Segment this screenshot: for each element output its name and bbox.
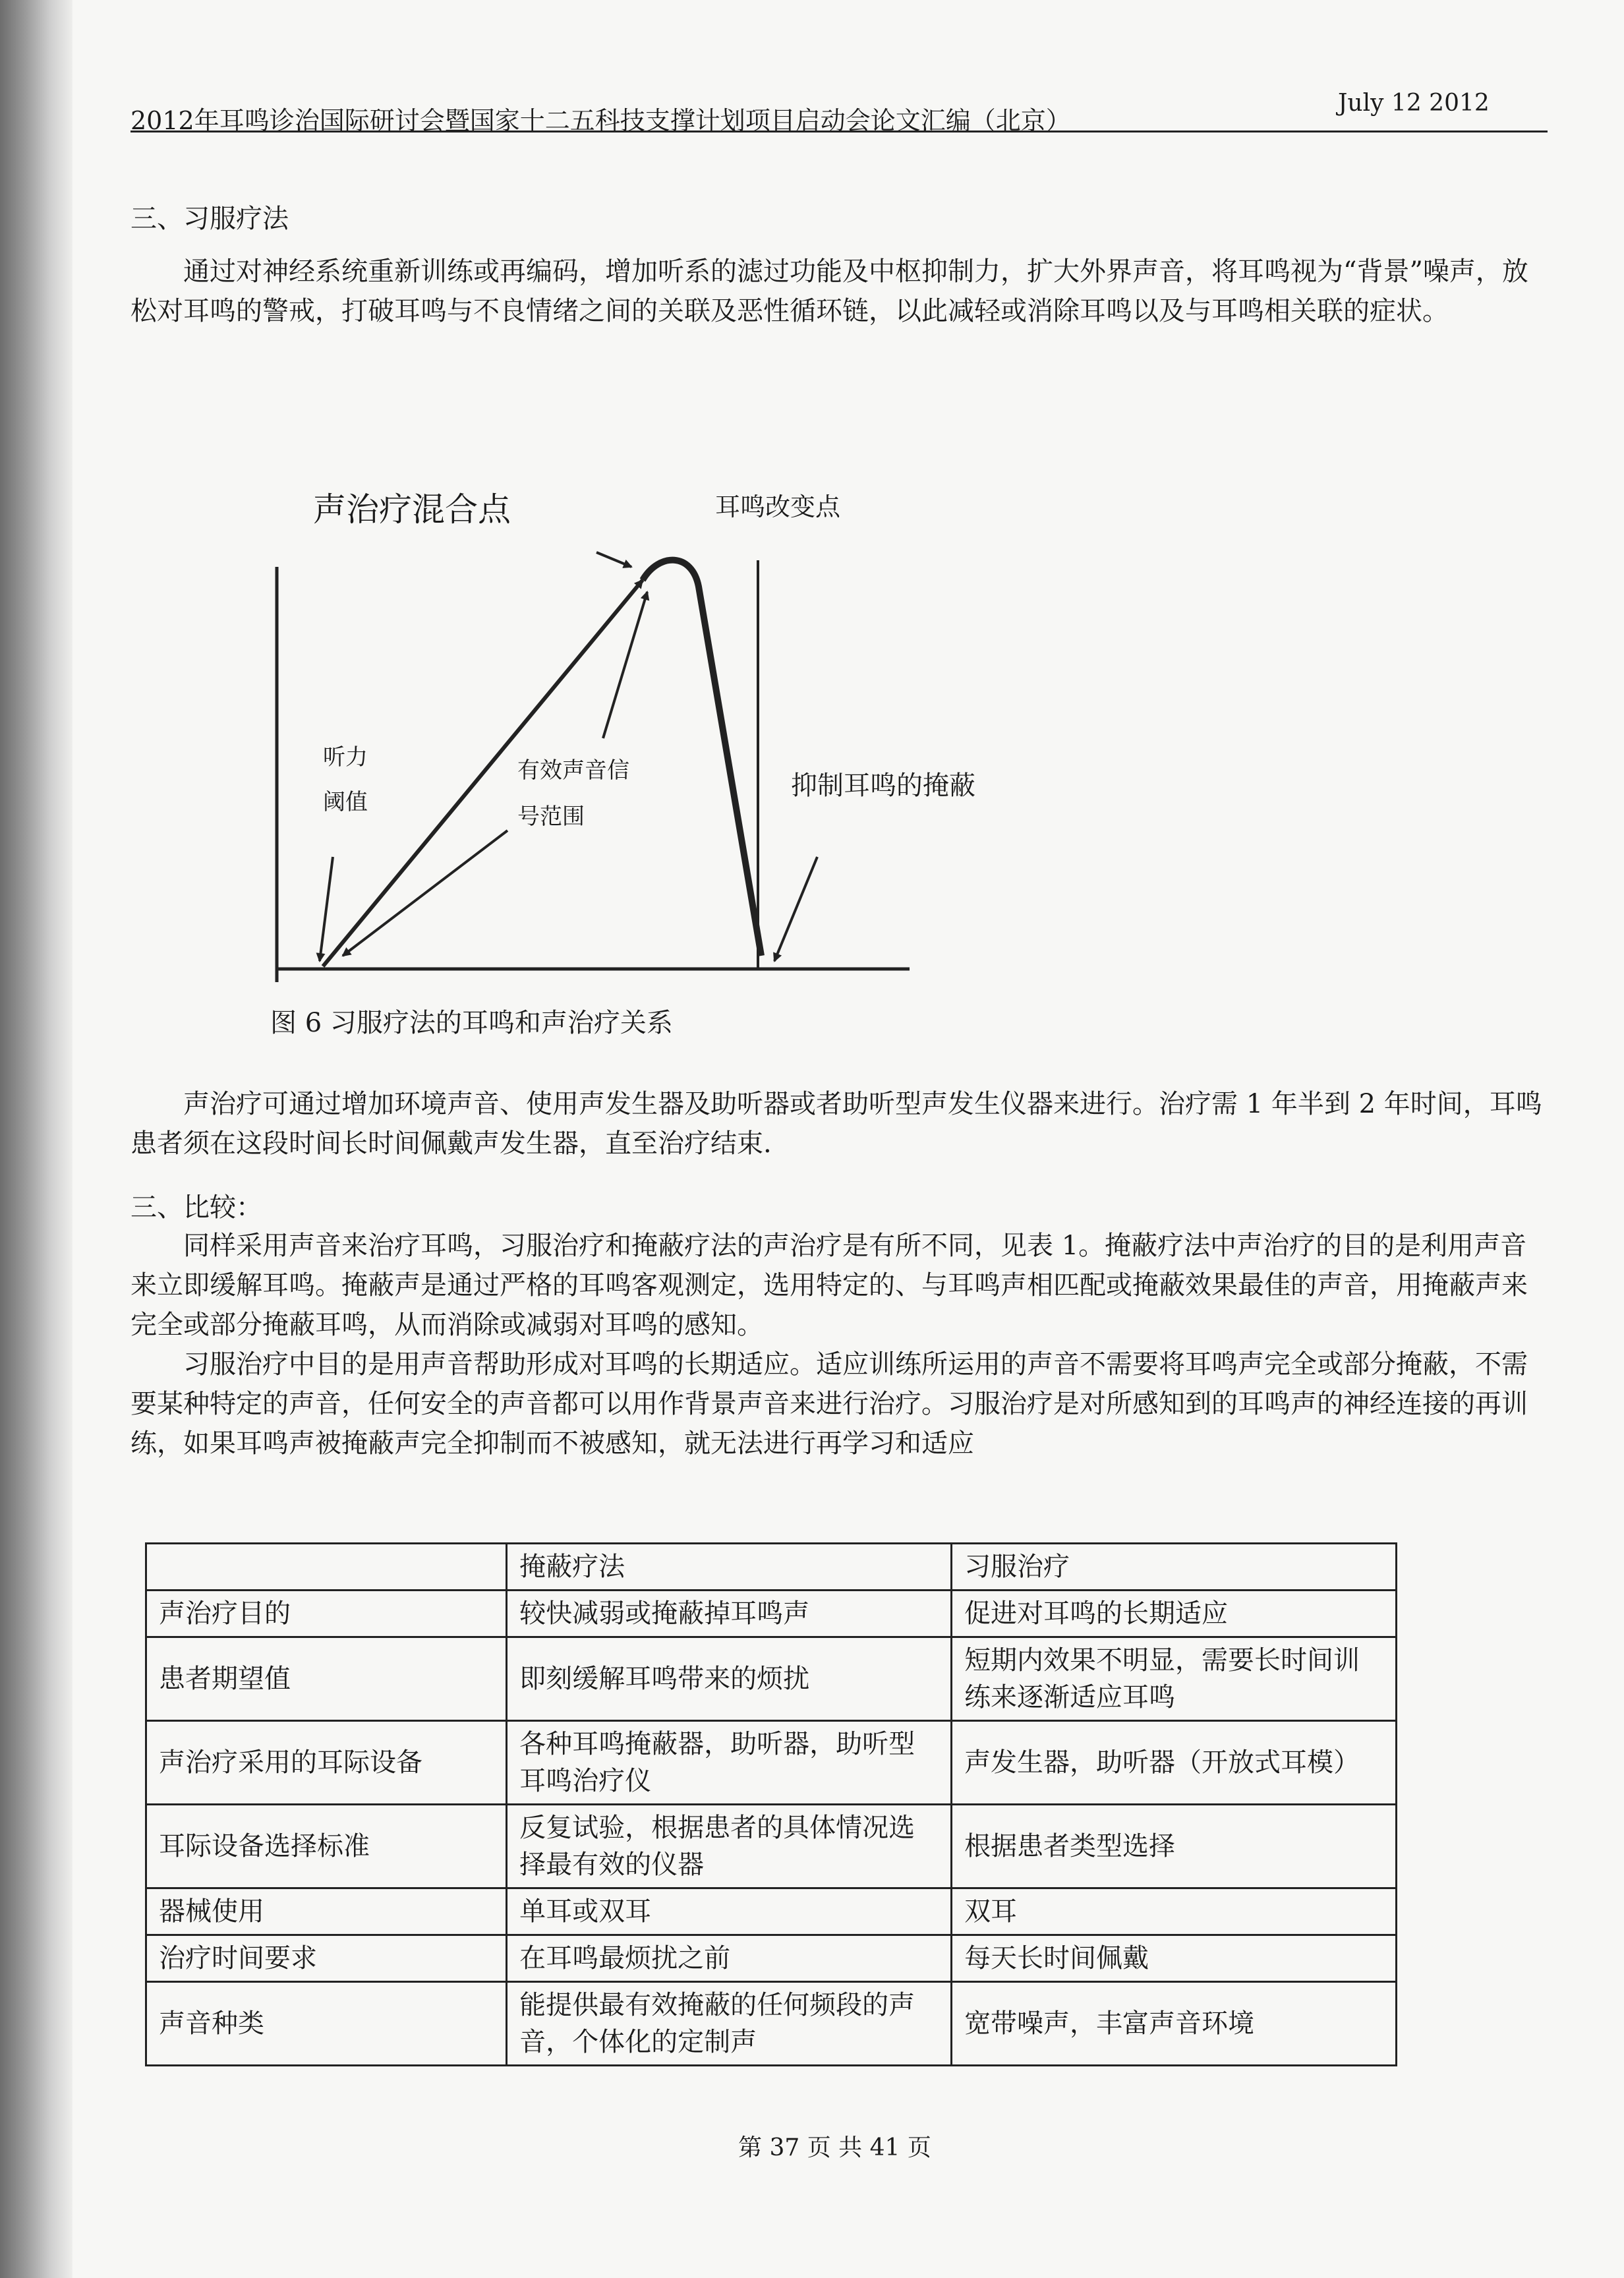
- comparison-paragraph-2: 习服治疗中目的是用声音帮助形成对耳鸣的长期适应。适应训练所运用的声音不需要将耳鸣声完全或部分掩蔽，不需要某种特定的声音，任何安全的声音都可以用作背景声音来进行治疗。习服治疗是对所感知到的耳鸣声的神经连接的再训练，如果耳鸣声被掩蔽声完全抑制而不被感知，就无法进行再学习和适应: [130, 1349, 1528, 1459]
- table-cell: 每天长时间佩戴: [952, 1935, 1397, 1982]
- table-cell: 根据患者类型选择: [952, 1805, 1397, 1888]
- table-cell: 声治疗采用的耳际设备: [146, 1721, 507, 1805]
- table-cell: 治疗时间要求: [146, 1935, 507, 1982]
- table-cell: 双耳: [952, 1888, 1397, 1935]
- effective-range-arrow: [603, 592, 647, 738]
- change-point-arrow: [596, 552, 631, 567]
- comparison-table: [145, 1542, 1397, 2066]
- table-cell: 耳际设备选择标准: [146, 1805, 507, 1888]
- label-threshold-1: 听力: [323, 744, 368, 771]
- threshold-arrow: [320, 857, 333, 961]
- table-cell: 器械使用: [146, 1888, 507, 1935]
- label-threshold-2: 阈值: [323, 789, 368, 815]
- section-heading-comparison: 三、比较：: [130, 1192, 262, 1223]
- label-range-2: 号范围: [517, 803, 585, 830]
- sound-therapy-paragraph: 声治疗可通过增加环境声音、使用声发生器及助听器或者助听型声发生仪器来进行。治疗需 1 年半到 2 年时间，耳鸣患者须在这段时间长时间佩戴声发生器，直至治疗结束.: [130, 1089, 1542, 1159]
- table-row: [146, 1805, 1397, 1888]
- figure-6-diagram: [178, 475, 1074, 1002]
- label-masking: 抑制耳鸣的掩蔽: [791, 771, 975, 801]
- range-to-origin-arrow: [343, 831, 508, 956]
- table-cell: 声治疗目的: [146, 1591, 507, 1637]
- table-cell: 在耳鸣最烦扰之前: [507, 1935, 952, 1982]
- table-cell: 能提供最有效掩蔽的任何频段的声音，个体化的定制声: [507, 1982, 952, 2066]
- figure-title: 声治疗混合点: [313, 490, 511, 529]
- comparison-paragraph-1: 同样采用声音来治疗耳鸣，习服治疗和掩蔽疗法的声治疗是有所不同，见表 1。掩蔽疗法中声治疗的目的是利用声音来立即缓解耳鸣。掩蔽声是通过严格的耳鸣客观测定，选用特定的、与耳鸣声相匹配或掩蔽效果最佳的声音，用掩蔽声来完全或部分掩蔽耳鸣，从而消除或减弱对耳鸣的感知。: [130, 1231, 1528, 1340]
- figure-caption: 图 6 习服疗法的耳鸣和声治疗关系: [270, 1008, 673, 1038]
- table-row: [146, 1982, 1397, 2066]
- label-range-1: 有效声音信: [517, 757, 629, 784]
- table-row: [146, 1935, 1397, 1982]
- table-row: [146, 1637, 1397, 1721]
- table-cell: 各种耳鸣掩蔽器，助听器，助听型耳鸣治疗仪: [507, 1721, 952, 1805]
- table-cell: 较快减弱或掩蔽掉耳鸣声: [507, 1591, 952, 1637]
- header-rule: [130, 131, 1548, 132]
- label-change-point: 耳鸣改变点: [715, 492, 841, 521]
- masking-arrow: [774, 857, 817, 961]
- table-cell: 声发生器，助听器（开放式耳模）: [952, 1721, 1397, 1805]
- table-cell: 反复试验，根据患者的具体情况选择最有效的仪器: [507, 1805, 952, 1888]
- section-heading-habituation: 三、习服疗法: [130, 204, 289, 234]
- table-header-row: [146, 1544, 1397, 1591]
- table-cell: 单耳或双耳: [507, 1888, 952, 1935]
- table-cell: 即刻缓解耳鸣带来的烦扰: [507, 1637, 952, 1721]
- document-page: [72, 0, 1624, 2278]
- table-header-cell: 习服治疗: [952, 1544, 1397, 1591]
- table-cell: 声音种类: [146, 1982, 507, 2066]
- page-number: 第 37 页 共 41 页: [738, 2134, 931, 2161]
- table-cell: 短期内效果不明显，需要长时间训练来逐渐适应耳鸣: [952, 1637, 1397, 1721]
- table-row: [146, 1888, 1397, 1935]
- book-binding-shadow: [0, 0, 72, 2278]
- table-header-cell: [146, 1544, 507, 1591]
- table-row: [146, 1721, 1397, 1805]
- figure-6: [178, 475, 1074, 1005]
- table-header-cell: 掩蔽疗法: [507, 1544, 952, 1591]
- table-cell: 宽带噪声，丰富声音环境: [952, 1982, 1397, 2066]
- habituation-paragraph: 通过对神经系统重新训练或再编码，增加听系的滤过功能及中枢抑制力，扩大外界声音，将耳鸣视为“背景”噪声，放松对耳鸣的警戒，打破耳鸣与不良情绪之间的关联及恶性循环链，以此减轻或消除耳鸣以及与耳鸣相关联的症状。: [130, 256, 1528, 326]
- table-row: [146, 1591, 1397, 1637]
- running-header-date: July 12 2012: [1338, 90, 1490, 117]
- table-cell: 患者期望值: [146, 1637, 507, 1721]
- peak-descent-curve: [643, 560, 761, 956]
- running-header-title: 2012年耳鸣诊治国际研讨会暨国家十二五科技支撑计划项目启动会论文汇编（北京）: [130, 106, 1071, 135]
- table-cell: 促进对耳鸣的长期适应: [952, 1591, 1397, 1637]
